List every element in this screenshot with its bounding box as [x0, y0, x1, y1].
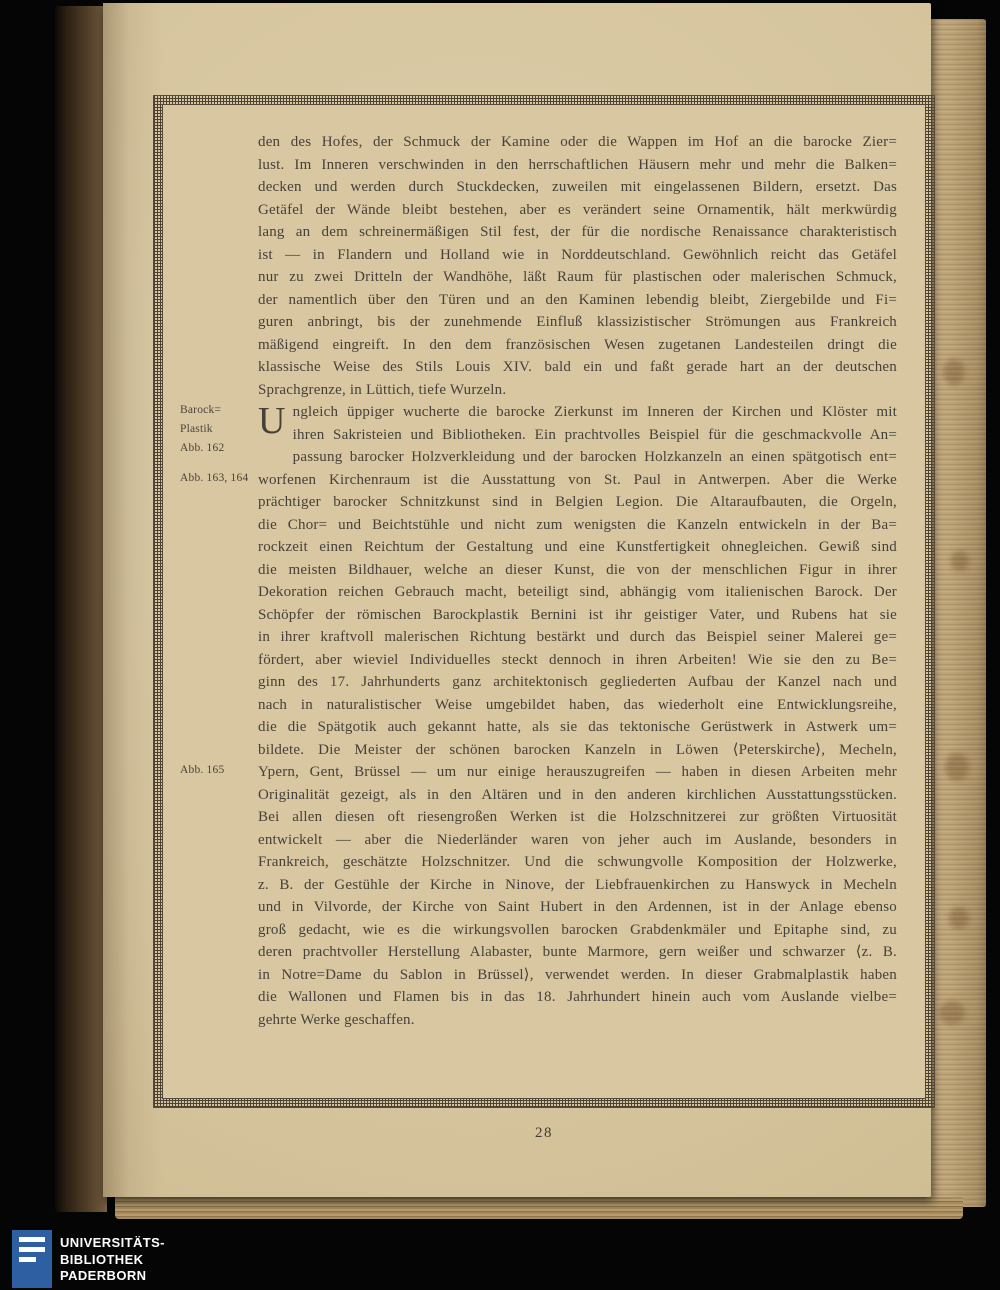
text-line: Bei allen diesen oft riesengroßen Werken ist die Holzschnitzerei zur größten Virtuosität	[258, 809, 897, 825]
text-line: ginn des 17. Jahrhunderts ganz architektonisch gegliederten Aufbau der Kanzel nach und	[258, 674, 897, 690]
text-line: Getäfel der Wände bleibt bestehen, aber es verändert seine Ornamentik, hält merkwürdig	[258, 201, 897, 218]
text-line: Abb. 165	[180, 764, 225, 776]
text-line: ngleich üppiger wucherte die barocke Zierkunst im Inneren der Kirchen und Klöster mit	[292, 404, 897, 420]
text-line: die Chor= und Beichtstühle und nicht zum wenigsten die Kanzeln entwickeln in der Ba=	[258, 516, 897, 533]
age-spot	[949, 907, 969, 929]
text-line: deren prachtvoller Herstellung Alabaster, bunte Marmore, gern weißer und schwarzer ⟨z. B.	[258, 944, 897, 960]
book-page	[103, 3, 931, 1197]
text-line: passung barocker Holzverkleidung und der barocken Holzkanzeln an einen spätgotisch ent=	[292, 449, 897, 465]
page-number: 28	[535, 1125, 553, 1141]
text-line: Abb. 162	[180, 442, 225, 454]
logo-bar	[19, 1237, 45, 1242]
text-line: bildete. Die Meister der schönen barocken Kanzeln in Löwen ⟨Peterskirche⟩, Mecheln,	[258, 741, 897, 758]
text-line: entwickelt — aber die Niederländer waren von jeher auch im Auslande, besonders in	[258, 831, 897, 848]
margin-note-abb-165	[180, 761, 256, 780]
paragraph-continuation	[258, 131, 897, 401]
margin-note-abb-162	[180, 401, 256, 458]
library-logo-icon	[12, 1230, 52, 1288]
logo-bar	[19, 1257, 36, 1262]
text-line: Ypern, Gent, Brüssel — um nur einige herauszugreifen — haben in diesen Arbeiten mehr	[258, 764, 897, 780]
paragraph-body	[258, 401, 897, 1031]
text-line: den des Hofes, der Schmuck der Kamine oder die Wappen im Hof an die barocke Zier=	[258, 134, 897, 150]
text-line: lang an dem schreinermäßigen Stil fest, der für die nordische Renaissance charakteristisch	[258, 224, 897, 240]
watermark-line: UNIVERSITÄTS-	[60, 1235, 165, 1250]
page-content	[163, 105, 925, 1098]
text-line: die die Spätgotik auch gekannt hatte, als sie das tektonische Gerüstwerk in Astwerk um=	[258, 719, 897, 735]
text-line: prächtiger barocker Schnitzkunst sind in Belgien Legion. Die Altaraufbauten, die Orgeln,	[258, 494, 897, 510]
text-line: und in Vilvorde, der Kirche von Saint Hubert in den Ardennen, ist in der Anlage ebenso	[258, 899, 897, 915]
age-spot	[945, 753, 969, 781]
text-line: nach in naturalistischer Weise umgebildet haben, das wiederholt eine Entwicklungsreihe,	[258, 696, 897, 713]
library-watermark	[12, 1230, 165, 1288]
text-line: gehrte Werke geschaffen.	[258, 1011, 415, 1028]
text-line: klassische Weise des Stils Louis XIV. bald ein und faßt gerade hart an der deutschen	[258, 359, 897, 375]
text-line: lust. Im Inneren verschwinden in den herrschaftlichen Häusern mehr und mehr die Balken=	[258, 156, 897, 173]
age-spot	[943, 359, 965, 385]
watermark-line: PADERBORN	[60, 1268, 147, 1283]
library-name	[60, 1230, 165, 1285]
margin-note-abb-163-164	[180, 469, 256, 488]
text-line: Dekoration reichen Gebrauch macht, beteiligt sind, abhängig vom italienischen Barock. Der	[258, 584, 897, 600]
page-stack-bottom-edge	[115, 1197, 963, 1219]
text-line: decken und werden durch Stuckdecken, zuweilen mit eingelassenen Bildern, ersetzt. Das	[258, 179, 897, 195]
text-line: Abb. 163, 164	[180, 472, 249, 484]
text-line: worfenen Kirchenraum ist die Ausstattung von St. Paul in Antwerpen. Aber die Werke	[258, 471, 897, 488]
watermark-line: BIBLIOTHEK	[60, 1251, 144, 1267]
text-line: mäßigend eingreift. In den dem französischen Wesen zugetanen Landesteilen dringt die	[258, 336, 897, 353]
text-line: nur zu zwei Dritteln der Wandhöhe, läßt Raum für plastischen oder malerischen Schmuck,	[258, 269, 897, 285]
decorative-border	[153, 95, 935, 1108]
text-line: Barock=	[180, 404, 222, 416]
text-line: groß gedacht, wie es die wirkungsvollen barocken Grabdenkmäler und Epitaphe sind, zu	[258, 921, 897, 938]
dropcap-initial: U	[258, 400, 286, 442]
age-spot	[951, 551, 969, 571]
text-line: Sprachgrenze, in Lüttich, tiefe Wurzeln.	[258, 381, 507, 398]
text-line: rockzeit einen Reichtum der Gestaltung und eine Kunstfertigkeit ohnegleichen. Gewiß sind	[258, 539, 897, 555]
text-line: z. B. der Gestühle der Kirche in Ninove, der Liebfrauenkirchen zu Hanswyck in Mecheln	[258, 876, 897, 893]
text-line: Originalität gezeigt, als in den Altären und in den anderen kirchlichen Ausstattungsstücken.	[258, 786, 897, 803]
text-line: ihren Sakristeien und Bibliotheken. Ein prachtvolles Beispiel für die geschmackvolle An=	[292, 426, 897, 443]
text-line: Frankreich, geschätzte Holzschnitzer. Und die schwungvolle Komposition der Holzwerke,	[258, 854, 897, 870]
text-line: die Wallonen und Flamen bis in das 18. Jahrhundert hinein auch vom Auslande vielbe=	[258, 989, 897, 1005]
text-line: Plastik	[180, 423, 213, 435]
decorative-border-inner	[162, 104, 926, 1099]
text-line: fördert, aber wieviel Individuelles steckt dennoch in ihren Arbeiten! Wie sie den zu Be=	[258, 651, 897, 668]
text-line: guren anbringt, bis der zunehmende Einfluß klassizistischer Strömungen aus Frankreich	[258, 314, 897, 330]
paragraph-barockplastik	[258, 401, 897, 1031]
text-line: ist — in Flandern und Holland wie in Norddeutschland. Gewöhnlich reicht das Getäfel	[258, 246, 897, 263]
text-line: Schöpfer der römischen Barockplastik Bernini ist ihr geistiger Vater, und Rubens hat sie	[258, 606, 897, 623]
book-scan	[55, 3, 986, 1219]
text-line: in Notre=Dame du Sablon in Brüssel⟩, verwendet werden. In dieser Grabmalplastik haben	[258, 966, 897, 983]
text-line: der namentlich über den Türen und an den Kaminen lebendig bleibt, Ziergebilde und Fi=	[258, 291, 897, 308]
text-line: die meisten Bildhauer, welche an dieser Kunst, die von der menschlichen Figur in ihrer	[258, 561, 897, 578]
age-spot	[939, 1001, 965, 1025]
text-line: in ihrer kraftvoll malerischen Richtung bestärkt und durch das Beispiel seiner Malerei ge=	[258, 629, 897, 645]
book-spine	[55, 6, 107, 1212]
logo-bar	[19, 1247, 45, 1252]
